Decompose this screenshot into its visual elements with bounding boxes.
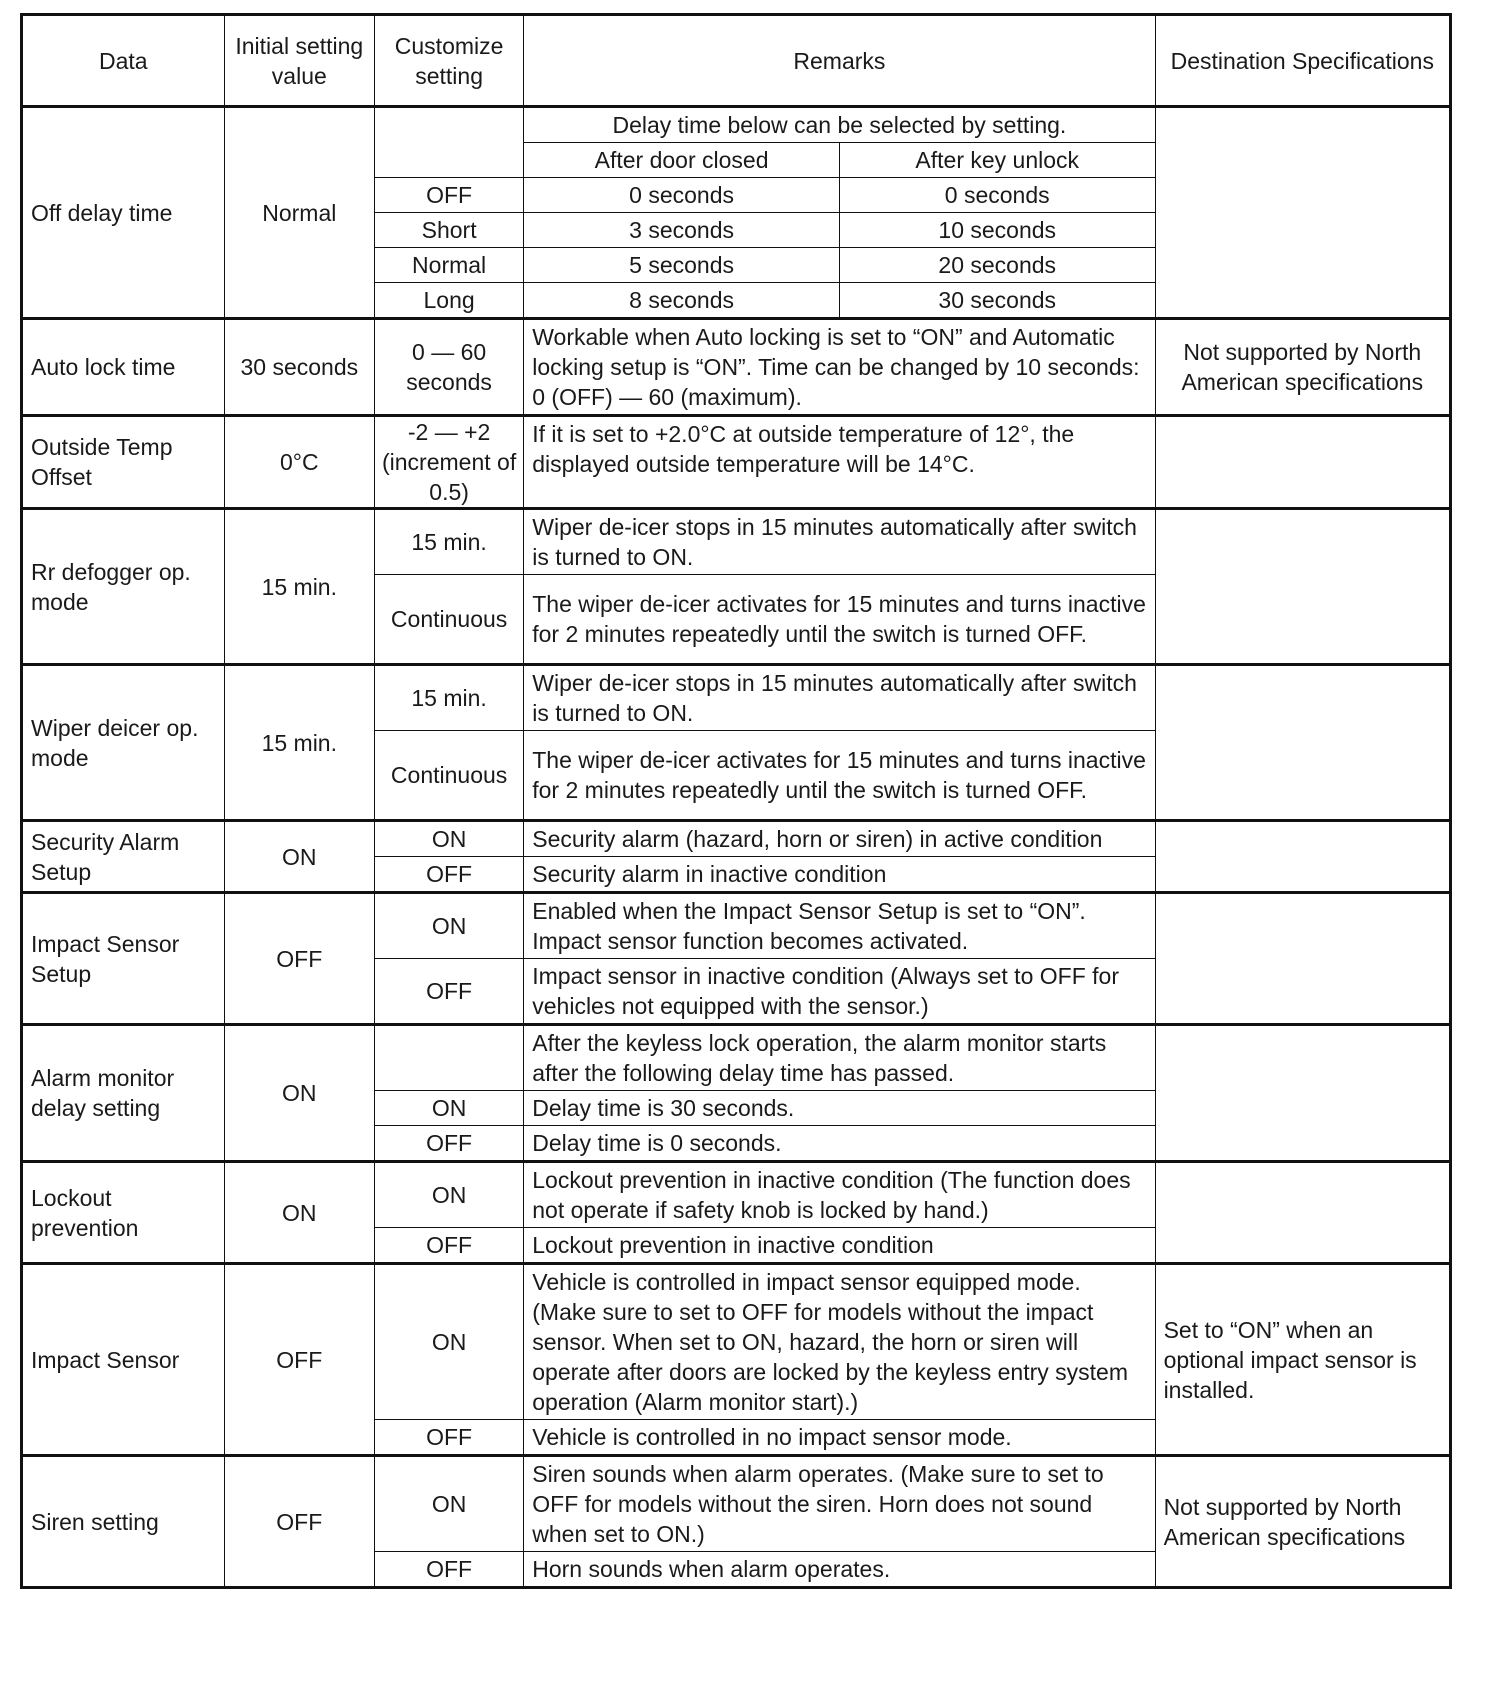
off-delay-door-value: 5 seconds [524,248,840,283]
off-delay-intro: Delay time below can be selected by setting. [524,107,1155,143]
table-row [22,1162,1451,1228]
siren-setting: OFF [374,1552,523,1588]
off-delay-setting: Short [374,213,523,248]
alarm-monitor-setting: ON [374,1091,523,1126]
lockout-initial: ON [224,1162,374,1264]
wiper-deicer-destination [1155,665,1450,821]
security-alarm-name: Security Alarm Setup [22,821,225,893]
table-row [22,1025,1451,1091]
header-customize-setting: Customize setting [374,15,523,107]
impact-sensor-remarks: Vehicle is controlled in no impact sensor mode. [524,1420,1155,1456]
table-row [22,1456,1451,1552]
table-row [22,665,1451,731]
off-delay-door-value: 0 seconds [524,178,840,213]
impact-sensor-initial: OFF [224,1264,374,1456]
impact-setup-setting: OFF [374,959,523,1025]
lockout-destination [1155,1162,1450,1264]
security-alarm-remarks: Security alarm (hazard, horn or siren) in active condition [524,821,1155,857]
rr-defogger-destination [1155,509,1450,665]
siren-initial: OFF [224,1456,374,1588]
settings-table [20,13,1452,1589]
alarm-monitor-destination [1155,1025,1450,1162]
auto-lock-name: Auto lock time [22,319,225,416]
outside-temp-name: Outside Temp Offset [22,416,225,509]
alarm-monitor-initial: ON [224,1025,374,1162]
wiper-deicer-setting: Continuous [374,731,523,821]
outside-temp-destination [1155,416,1450,509]
off-delay-door-value: 3 seconds [524,213,840,248]
alarm-monitor-setting: OFF [374,1126,523,1162]
header-initial-setting: Initial setting value [224,15,374,107]
off-delay-setting: Long [374,283,523,319]
off-delay-door-value: 8 seconds [524,283,840,319]
impact-setup-remarks: Impact sensor in inactive condition (Always set to OFF for vehicles not equipped with the sensor.) [524,959,1155,1025]
outside-temp-setting: -2 — +2 (increment of 0.5) [374,416,523,509]
impact-setup-name: Impact Sensor Setup [22,893,225,1025]
off-delay-key-value: 0 seconds [839,178,1155,213]
wiper-deicer-remarks: The wiper de-icer activates for 15 minutes and turns inactive for 2 minutes repeatedly until the switch is turned OFF. [524,731,1155,821]
security-alarm-setting: ON [374,821,523,857]
security-alarm-destination [1155,821,1450,893]
impact-setup-destination [1155,893,1450,1025]
off-delay-col-door: After door closed [524,143,840,178]
lockout-remarks: Lockout prevention in inactive condition (The function does not operate if safety knob is locked by hand.) [524,1162,1155,1228]
table-row [22,893,1451,959]
auto-lock-initial: 30 seconds [224,319,374,416]
impact-setup-initial: OFF [224,893,374,1025]
rr-defogger-name: Rr defogger op. mode [22,509,225,665]
rr-defogger-remarks: Wiper de-icer stops in 15 minutes automatically after switch is turned to ON. [524,509,1155,575]
alarm-monitor-name: Alarm monitor delay setting [22,1025,225,1162]
rr-defogger-remarks: The wiper de-icer activates for 15 minutes and turns inactive for 2 minutes repeatedly until the switch is turned OFF. [524,575,1155,665]
rr-defogger-setting: 15 min. [374,509,523,575]
impact-setup-remarks: Enabled when the Impact Sensor Setup is set to “ON”. Impact sensor function becomes activated. [524,893,1155,959]
auto-lock-destination: Not supported by North American specifications [1155,319,1450,416]
impact-sensor-destination: Set to “ON” when an optional impact sensor is installed. [1155,1264,1450,1456]
auto-lock-setting: 0 — 60 seconds [374,319,523,416]
rr-defogger-initial: 15 min. [224,509,374,665]
off-delay-name: Off delay time [22,107,225,319]
outside-temp-remarks: If it is set to +2.0°C at outside temperature of 12°, the displayed outside temperature will be 14°C. [524,416,1155,509]
alarm-monitor-blank-setting [374,1025,523,1091]
security-alarm-setting: OFF [374,857,523,893]
off-delay-key-value: 30 seconds [839,283,1155,319]
off-delay-key-value: 20 seconds [839,248,1155,283]
alarm-monitor-intro: After the keyless lock operation, the alarm monitor starts after the following delay time has passed. [524,1025,1155,1091]
impact-sensor-setting: OFF [374,1420,523,1456]
impact-setup-setting: ON [374,893,523,959]
off-delay-setting: Normal [374,248,523,283]
siren-remarks: Siren sounds when alarm operates. (Make sure to set to OFF for models without the siren. Horn does not sound when set to ON.) [524,1456,1155,1552]
lockout-name: Lockout prevention [22,1162,225,1264]
table-row [22,416,1451,509]
header-destination: Destination Specifications [1155,15,1450,107]
security-alarm-remarks: Security alarm in inactive condition [524,857,1155,893]
wiper-deicer-initial: 15 min. [224,665,374,821]
table-row [22,1264,1451,1420]
header-data: Data [22,15,225,107]
header-row [22,15,1451,107]
off-delay-key-value: 10 seconds [839,213,1155,248]
alarm-monitor-remarks: Delay time is 0 seconds. [524,1126,1155,1162]
table-row [22,509,1451,575]
siren-setting: ON [374,1456,523,1552]
wiper-deicer-remarks: Wiper de-icer stops in 15 minutes automatically after switch is turned to ON. [524,665,1155,731]
alarm-monitor-remarks: Delay time is 30 seconds. [524,1091,1155,1126]
off-delay-col-key: After key unlock [839,143,1155,178]
outside-temp-initial: 0°C [224,416,374,509]
table-row [22,821,1451,857]
lockout-setting: OFF [374,1228,523,1264]
wiper-deicer-name: Wiper deicer op. mode [22,665,225,821]
auto-lock-remarks: Workable when Auto locking is set to “ON” and Automatic locking setup is “ON”. Time can be changed by 10 seconds: 0 (OFF) — 60 (maximum). [524,319,1155,416]
wiper-deicer-setting: 15 min. [374,665,523,731]
table-row [22,319,1451,416]
security-alarm-initial: ON [224,821,374,893]
lockout-remarks: Lockout prevention in inactive condition [524,1228,1155,1264]
table-row [22,107,1451,143]
header-remarks: Remarks [524,15,1155,107]
siren-name: Siren setting [22,1456,225,1588]
off-delay-blank-setting [374,107,523,178]
off-delay-initial: Normal [224,107,374,319]
siren-destination: Not supported by North American specifications [1155,1456,1450,1588]
off-delay-destination [1155,107,1450,319]
rr-defogger-setting: Continuous [374,575,523,665]
siren-remarks: Horn sounds when alarm operates. [524,1552,1155,1588]
off-delay-setting: OFF [374,178,523,213]
impact-sensor-setting: ON [374,1264,523,1420]
impact-sensor-name: Impact Sensor [22,1264,225,1456]
impact-sensor-remarks: Vehicle is controlled in impact sensor equipped mode. (Make sure to set to OFF for models without the impact sensor. When set to ON, hazard, the horn or siren will operate after doors are locked by the keyless entry system operation (Alarm monitor start).) [524,1264,1155,1420]
lockout-setting: ON [374,1162,523,1228]
